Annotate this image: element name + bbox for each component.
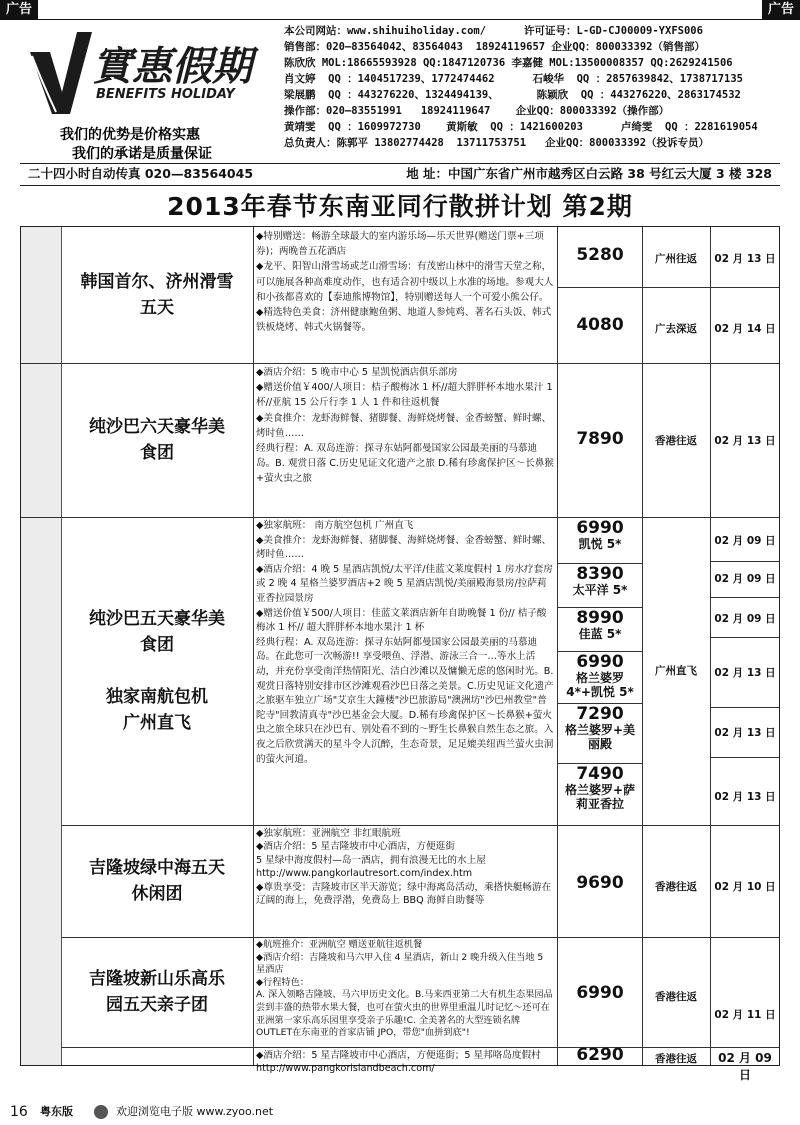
departure-city: 广州往返: [655, 253, 697, 265]
divider-top: [20, 163, 780, 164]
price-option: [560, 653, 640, 699]
desc-line: ◆赠送价值￥400/人项目：桔子酸梅冰 1 杯//超大胖胖杯本地水果汁 1 杯//亚航 15 公斤行李 1 人 1 件和往返机餐: [256, 382, 553, 409]
col-rule: [557, 227, 558, 1065]
table-left-margin: [21, 227, 62, 1065]
desc-line: ◆酒店介绍：5 晚市中心 5 星凯悦酒店俱乐部房: [256, 367, 458, 378]
contact-line-7: 黄靖雯 QQ ：1609972730 黄斯敏 QQ ：1421600203 卢绮雯 QQ ：2281619054: [284, 121, 758, 133]
price-value: 8390: [576, 564, 624, 584]
departure-date: 02 月 13 日: [714, 435, 776, 447]
price-value: 6990: [576, 652, 624, 672]
desc-line: ◆尊贵享受：吉隆坡市区半天游览；绿中海离岛活动，乘搭快艇畅游在辽阔的海上，免费浮潜，免费岛上 BBQ 海鲜自助餐等: [256, 881, 552, 907]
info-bar: [20, 165, 780, 183]
divider-bottom: [20, 185, 780, 186]
company-logo: [22, 22, 262, 132]
desc-line: ◆独家航班：亚洲航空 非红眼航班: [256, 828, 401, 839]
contact-line-6: 操作部：020—83551991 18924119647 企业QQ：800033392（操作部）: [284, 105, 670, 117]
route-name-line: 园五天亲子团: [106, 995, 208, 1015]
contact-line-8: 总负责人：陈郭平 13802774428 13711753751 企业QQ：800033392（投诉专员）: [284, 137, 710, 149]
route-name-line: 纯沙巴六天豪华美: [89, 417, 225, 437]
contact-line-1: 本公司网站：www.shihuiholiday.com/ 许可证号：L-GD-CJ00009-YXFS006: [284, 25, 703, 37]
route-name-line: 纯沙巴五天豪华美: [89, 609, 225, 629]
contact-line-3: 陈欣欣 MOL:18665593928 QQ:1847120736 李嘉健 MOL:13500008357 QQ:2629241506: [284, 57, 733, 69]
contact-line-2: 销售部：020—83564042、83564043 18924119657 企业QQ：800033392（销售部）: [284, 41, 705, 53]
logo-subtext: BENEFITS HOLIDAY: [96, 87, 235, 102]
desc-line: ◆美食推介：龙虾海鲜餐、猪脚餐、海鲜烧烤餐、金香螃蟹、鲜时螺、烤时鱼……: [256, 534, 552, 561]
row-rule: [61, 1047, 779, 1048]
desc-line: ◆航班推介：亚洲航空 赠送亚航往返机餐: [256, 939, 423, 950]
desc-line: 经典行程：A. 双岛连游：探寻东姑阿都曼国家公园最美丽的马慕迪岛。B. 观赏日落 C.历史见证文化遗产之旅 D.稀有珍禽保护区～长鼻猴+萤火虫之旅: [256, 443, 554, 485]
date-rule: [710, 597, 779, 598]
footer: [0, 1102, 800, 1122]
departure-city: 香港往返: [655, 881, 697, 893]
contact-line-4: 肖文婷 QQ ：1404517239、1772474462 石峻华 QQ ：2857639842、1738717135: [284, 73, 744, 85]
route-name-korea: [62, 227, 252, 363]
hotel-option: 格兰婆罗+萨莉亚香拉: [564, 783, 636, 811]
price-option: [560, 705, 640, 751]
departure-city: 广州直飞: [655, 665, 697, 677]
desc-line: ◆酒店介绍：5 星吉隆坡市中心酒店，方便逛街；5 星邦咯岛度假村 http://www.pangkorislandbeach.com/: [256, 1050, 541, 1074]
welcome-link[interactable]: 欢迎浏览电子版 www.zyoo.net: [116, 1105, 274, 1118]
desc-line: ◆龙平、阳智山滑雪场或芝山滑雪场：有茂密山林中的滑雪天堂之称，可以施展各种高难度动作，也有适合初中级以上水准的场地。参观大人和小孩都喜欢的【泰迪熊博物馆】，特别赠送每人一个可爱小熊公仔。: [256, 261, 554, 303]
route-desc-pangkor-laut: [256, 827, 554, 937]
departure-date: 02 月 09 日: [714, 573, 776, 585]
col-rule: [710, 227, 711, 1065]
header-rule: [0, 19, 800, 20]
desc-line: ◆特别赠送：畅游全球最大的室内游乐场—乐天世界(赠送门票+三项券)；两晚普五花酒店: [256, 231, 544, 258]
route-desc-pangkor-island: [256, 1049, 554, 1074]
slogan-promise: 我们的承诺是质量保证: [72, 146, 212, 162]
route-name-line: 韩国首尔、济州滑雪: [80, 272, 234, 292]
price-option: [560, 609, 640, 641]
desc-line: ◆独家航班： 南方航空包机 广州直飞: [256, 520, 414, 531]
route-name-line: 五天: [140, 298, 174, 318]
desc-line: ◆美食推介：龙虾海鲜餐、猪脚餐、海鲜烧烤餐、金香螃蟹、鲜时螺、烤时鱼……: [256, 412, 552, 439]
price-value: 6990: [576, 983, 624, 1003]
price-value: 8990: [576, 608, 624, 628]
desc-line: ◆赠送价值￥500/人项目：佳蓝文莱酒店新年自助晚餐 1 份// 桔子酸梅冰 1 杯// 超大胖胖杯本地水果汁 1 杯: [256, 607, 547, 634]
route-name-line: 食团: [140, 443, 174, 463]
route-name-legoland: [62, 937, 252, 1047]
desc-line: ◆酒店介绍：4 晚 5 星酒店凯悦/太平洋/佳蓝文莱度假村 1 房水疗套房或 2 晚 4 星格兰婆罗酒店+2 晚 5 星酒店凯悦/美丽殿海景房/拉萨莉亚香拉园景房: [256, 563, 553, 604]
hotel-option: 佳蓝 5*: [578, 627, 622, 641]
price-value: 7490: [576, 764, 624, 784]
departure-date: 02 月 10 日: [714, 881, 776, 893]
page-number: 16: [10, 1104, 28, 1120]
price-value: 6290: [576, 1045, 624, 1065]
desc-line: A. 深入领略吉隆坡、马六甲历史文化。B.马来西亚第二大有机生态果园品尝到丰盛的热带水果大餐，也可在萤火虫的世界里重温儿时记忆～还可在亚洲第一家乐高乐园里享受亲子乐趣!C. 全美著名的大型连锁名牌OUTLET在东南亚的首家店铺 JPO，带您"血拼到底"!: [256, 989, 553, 1039]
price-option: [560, 765, 640, 811]
route-desc-sabah-6d: [256, 365, 554, 517]
desc-line: ◆精选特色美食：济州健康鲍鱼粥、地道人参炖鸡、著名石头饭、韩式铁板烧烤、韩式火锅餐等。: [256, 307, 552, 334]
col-rule: [642, 227, 643, 1065]
route-name-line: [62, 658, 252, 684]
route-name-line: 休闲团: [131, 884, 183, 904]
red-logo-icon: [94, 1105, 108, 1119]
logo-text: 實惠假期: [92, 43, 252, 90]
hotel-option: 格兰婆罗 4*+凯悦 5*: [566, 671, 634, 699]
departure-date: 02 月 14 日: [714, 323, 776, 335]
price-value: 4080: [576, 315, 624, 335]
departure-date: 02 月 09 日: [718, 1051, 772, 1082]
ad-label-right: 广告: [762, 0, 800, 19]
hotel-option: 格兰婆罗+美丽殿: [564, 723, 636, 751]
departure-date: 02 月 13 日: [714, 791, 776, 803]
departure-date: 02 月 13 日: [714, 667, 776, 679]
departure-city: 广去深返: [655, 323, 697, 335]
page-title: 2013年春节东南亚同行散拼计划 第2期: [167, 192, 633, 221]
price-value: 7890: [576, 429, 624, 449]
route-name-sabah-5d: [62, 517, 252, 825]
departure-city: 香港往返: [655, 1053, 697, 1065]
route-name-line: 食团: [140, 635, 174, 655]
hotel-option: 凯悦 5*: [578, 537, 622, 551]
price-value: 6990: [576, 518, 624, 538]
price-value: 5280: [576, 245, 624, 265]
slogan-advantage: 我们的优势是价格实惠: [60, 127, 200, 143]
logo-graphic: [22, 22, 262, 132]
route-name-pangkor-laut: [62, 825, 252, 937]
date-rule: [710, 707, 779, 708]
address-line: 地 址：中国广东省广州市越秀区白云路 38 号红云大厦 3 楼 328: [406, 166, 772, 181]
ad-label-left: 广告: [0, 0, 38, 19]
fax-line: 二十四小时自动传真 020—83564045: [28, 166, 254, 181]
route-name-line: 广州直飞: [123, 713, 191, 733]
date-rule: [710, 561, 779, 562]
route-name-line: 吉隆坡绿中海五天: [89, 858, 225, 878]
departure-date: 02 月 13 日: [714, 253, 776, 265]
departure-city: 香港往返: [655, 435, 697, 447]
date-rule: [710, 757, 779, 758]
itinerary-table: [20, 226, 780, 1082]
route-name-line: 独家南航包机: [106, 687, 208, 707]
departure-date: 02 月 09 日: [714, 535, 776, 547]
desc-line: 5 星绿中海度假村—岛一酒店，拥有浪漫无比的水上屋 http://www.pangkorlautresort.com/index.htm: [256, 854, 486, 880]
departure-date: 02 月 13 日: [714, 727, 776, 739]
desc-line: ◆酒店介绍：5 星吉隆坡市中心酒店，方便逛街: [256, 841, 455, 853]
col-rule: [253, 227, 254, 1065]
contact-line-5: 梁展鹏 QQ ：443276220、1324494139、 陈颖欣 QQ ：443276220、2863174532: [284, 89, 741, 101]
price-option: [560, 519, 640, 551]
route-name-sabah-6d: [62, 363, 252, 517]
price-value: 9690: [576, 873, 624, 893]
edition-label: 粤东版: [40, 1105, 73, 1118]
route-name-line: 吉隆坡新山乐高乐: [89, 969, 225, 989]
desc-line: ◆酒店介绍：吉隆坡和马六甲入住 4 星酒店，新山 2 晚升级入住当地 5 星酒店: [256, 951, 544, 976]
price-value: 7290: [576, 704, 624, 724]
desc-line: ◆行程特色：: [256, 976, 310, 988]
route-desc-legoland: [256, 939, 554, 1047]
departure-date: 02 月 09 日: [714, 613, 776, 625]
price-rule: [557, 287, 779, 288]
hotel-option: 太平洋 5*: [572, 583, 628, 597]
departure-city: 香港往返: [655, 991, 697, 1003]
departure-date: 02 月 11 日: [714, 1009, 776, 1021]
price-option: [560, 565, 640, 597]
route-desc-sabah-5d: [256, 519, 554, 825]
desc-line: 经典行程：A. 双岛连游：探寻东姑阿都曼国家公园最美丽的马慕迪岛。在此您可一次畅游!! 享受喂鱼、浮潜、游泳三合一…等水上活动，并充份享受南洋热情阳光、洁白沙滩以及慵懒无虑的悠闲时光。B. 观赏日落特别安排市区沙滩观看沙巴日落之美景。C.历史见证文化遗产之旅驱车独立广场"艾京生大鐘楼"沙巴旅游局"澳洲坊"沙巴州教堂"普陀寺"回教清真寺"沙巴基金会大厦。D.稀有珍禽保护区～长鼻猴+萤火虫之旅全球只在沙巴有、别处看不到的～野生长鼻猴自然生态之旅。入夜之后欣赏满天的星斗令人沉醉，生态奇景，足足媲美纽西兰萤火虫洞的萤火河道。: [256, 636, 554, 765]
route-desc-korea: [256, 229, 554, 363]
date-rule: [710, 637, 779, 638]
